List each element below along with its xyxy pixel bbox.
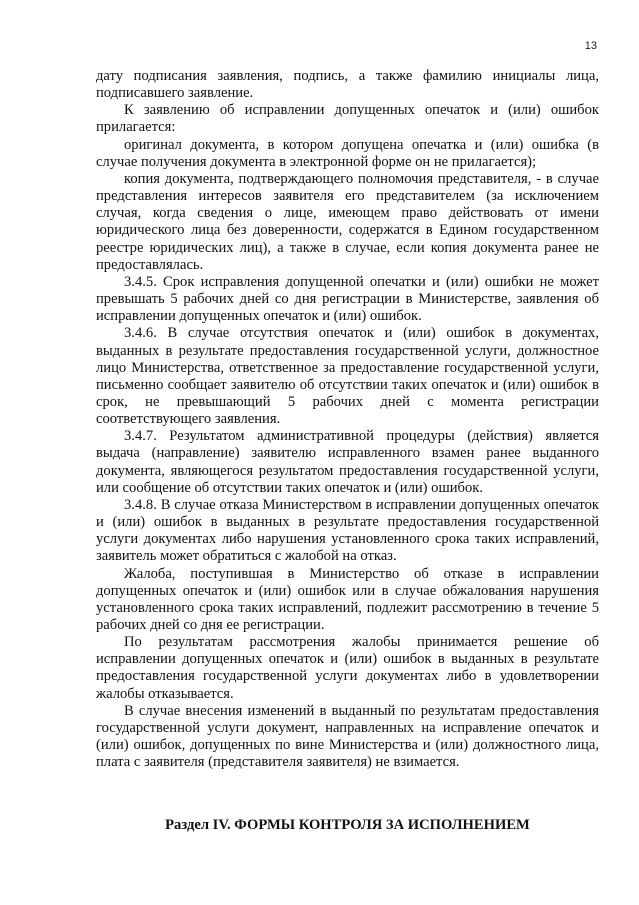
paragraph: Жалоба, поступившая в Министерство об отказе в исправлении допущенных опечаток и (или) ошибок или в случае обжалования нарушения установленного срока таких исправлений, подлежит рассмотрению в течение 5 рабочих дней со дня ее регистрации. xyxy=(96,565,599,633)
paragraph: В случае внесения изменений в выданный по результатам предоставления государственной услуги документ, направленных на исправление опечаток и (или) ошибок, допущенных по вине Министерства и (или) должностного лица, плата с заявителя (представителя заявителя) не взимается. xyxy=(96,702,599,771)
document-body xyxy=(96,68,599,771)
paragraph: По результатам рассмотрения жалобы принимается решение об исправлении допущенных опечаток и (или) ошибок в выданных в результате предоставления государственной услуги документах либо в удовлетворении жалобы отказывается. xyxy=(96,634,599,702)
page-number: 13 xyxy=(584,40,597,52)
paragraph: 3.4.7. Результатом административной процедуры (действия) является выдача (направление) заявителю исправленного взамен ранее выданного документа, являющегося результатом предоставления государственной услуги, или сообщение об отсутствии таких опечаток и (или) ошибок. xyxy=(96,428,599,496)
paragraph: 3.4.8. В случае отказа Министерством в исправлении допущенных опечаток и (или) ошибок в выданных в результате предоставления государственной услуги документах либо нарушения установленного срока таких исправлений, заявитель может обратиться с жалобой на отказ. xyxy=(96,496,599,565)
paragraph: 3.4.6. В случае отсутствия опечаток и (или) ошибок в документах, выданных в результате предоставления государственной услуги, должностное лицо Министерства, ответственное за предоставление государственной услуги, письменно сообщает заявителю об отсутствии таких опечаток и (или) ошибок в срок, не превышающий 5 рабочих дней с момента регистрации соответствующего заявления. xyxy=(96,325,599,428)
paragraph: К заявлению об исправлении допущенных опечаток и (или) ошибок прилагается: xyxy=(96,102,599,136)
paragraph: копия документа, подтверждающего полномочия представителя, - в случае представления интересов заявителя его представителем (за исключением случая, когда сведения о лице, имеющем право действовать от имени юридического лица без доверенности, содержатся в Едином государственном реестре юридических лиц), а также в случае, если копия документа ранее не предоставлялась. xyxy=(96,170,599,273)
section-heading: Раздел IV. ФОРМЫ КОНТРОЛЯ ЗА ИСПОЛНЕНИЕМ xyxy=(165,817,530,833)
paragraph: дату подписания заявления, подпись, а также фамилию инициалы лица, подписавшего заявление. xyxy=(96,68,599,102)
paragraph: 3.4.5. Срок исправления допущенной опечатки и (или) ошибки не может превышать 5 рабочих дней со дня регистрации в Министерстве, заявления об исправлении допущенных опечаток и (или) ошибок. xyxy=(96,273,599,325)
paragraph: оригинал документа, в котором допущена опечатка и (или) ошибка (в случае получения документа в электронной форме он не прилагается); xyxy=(96,136,599,170)
